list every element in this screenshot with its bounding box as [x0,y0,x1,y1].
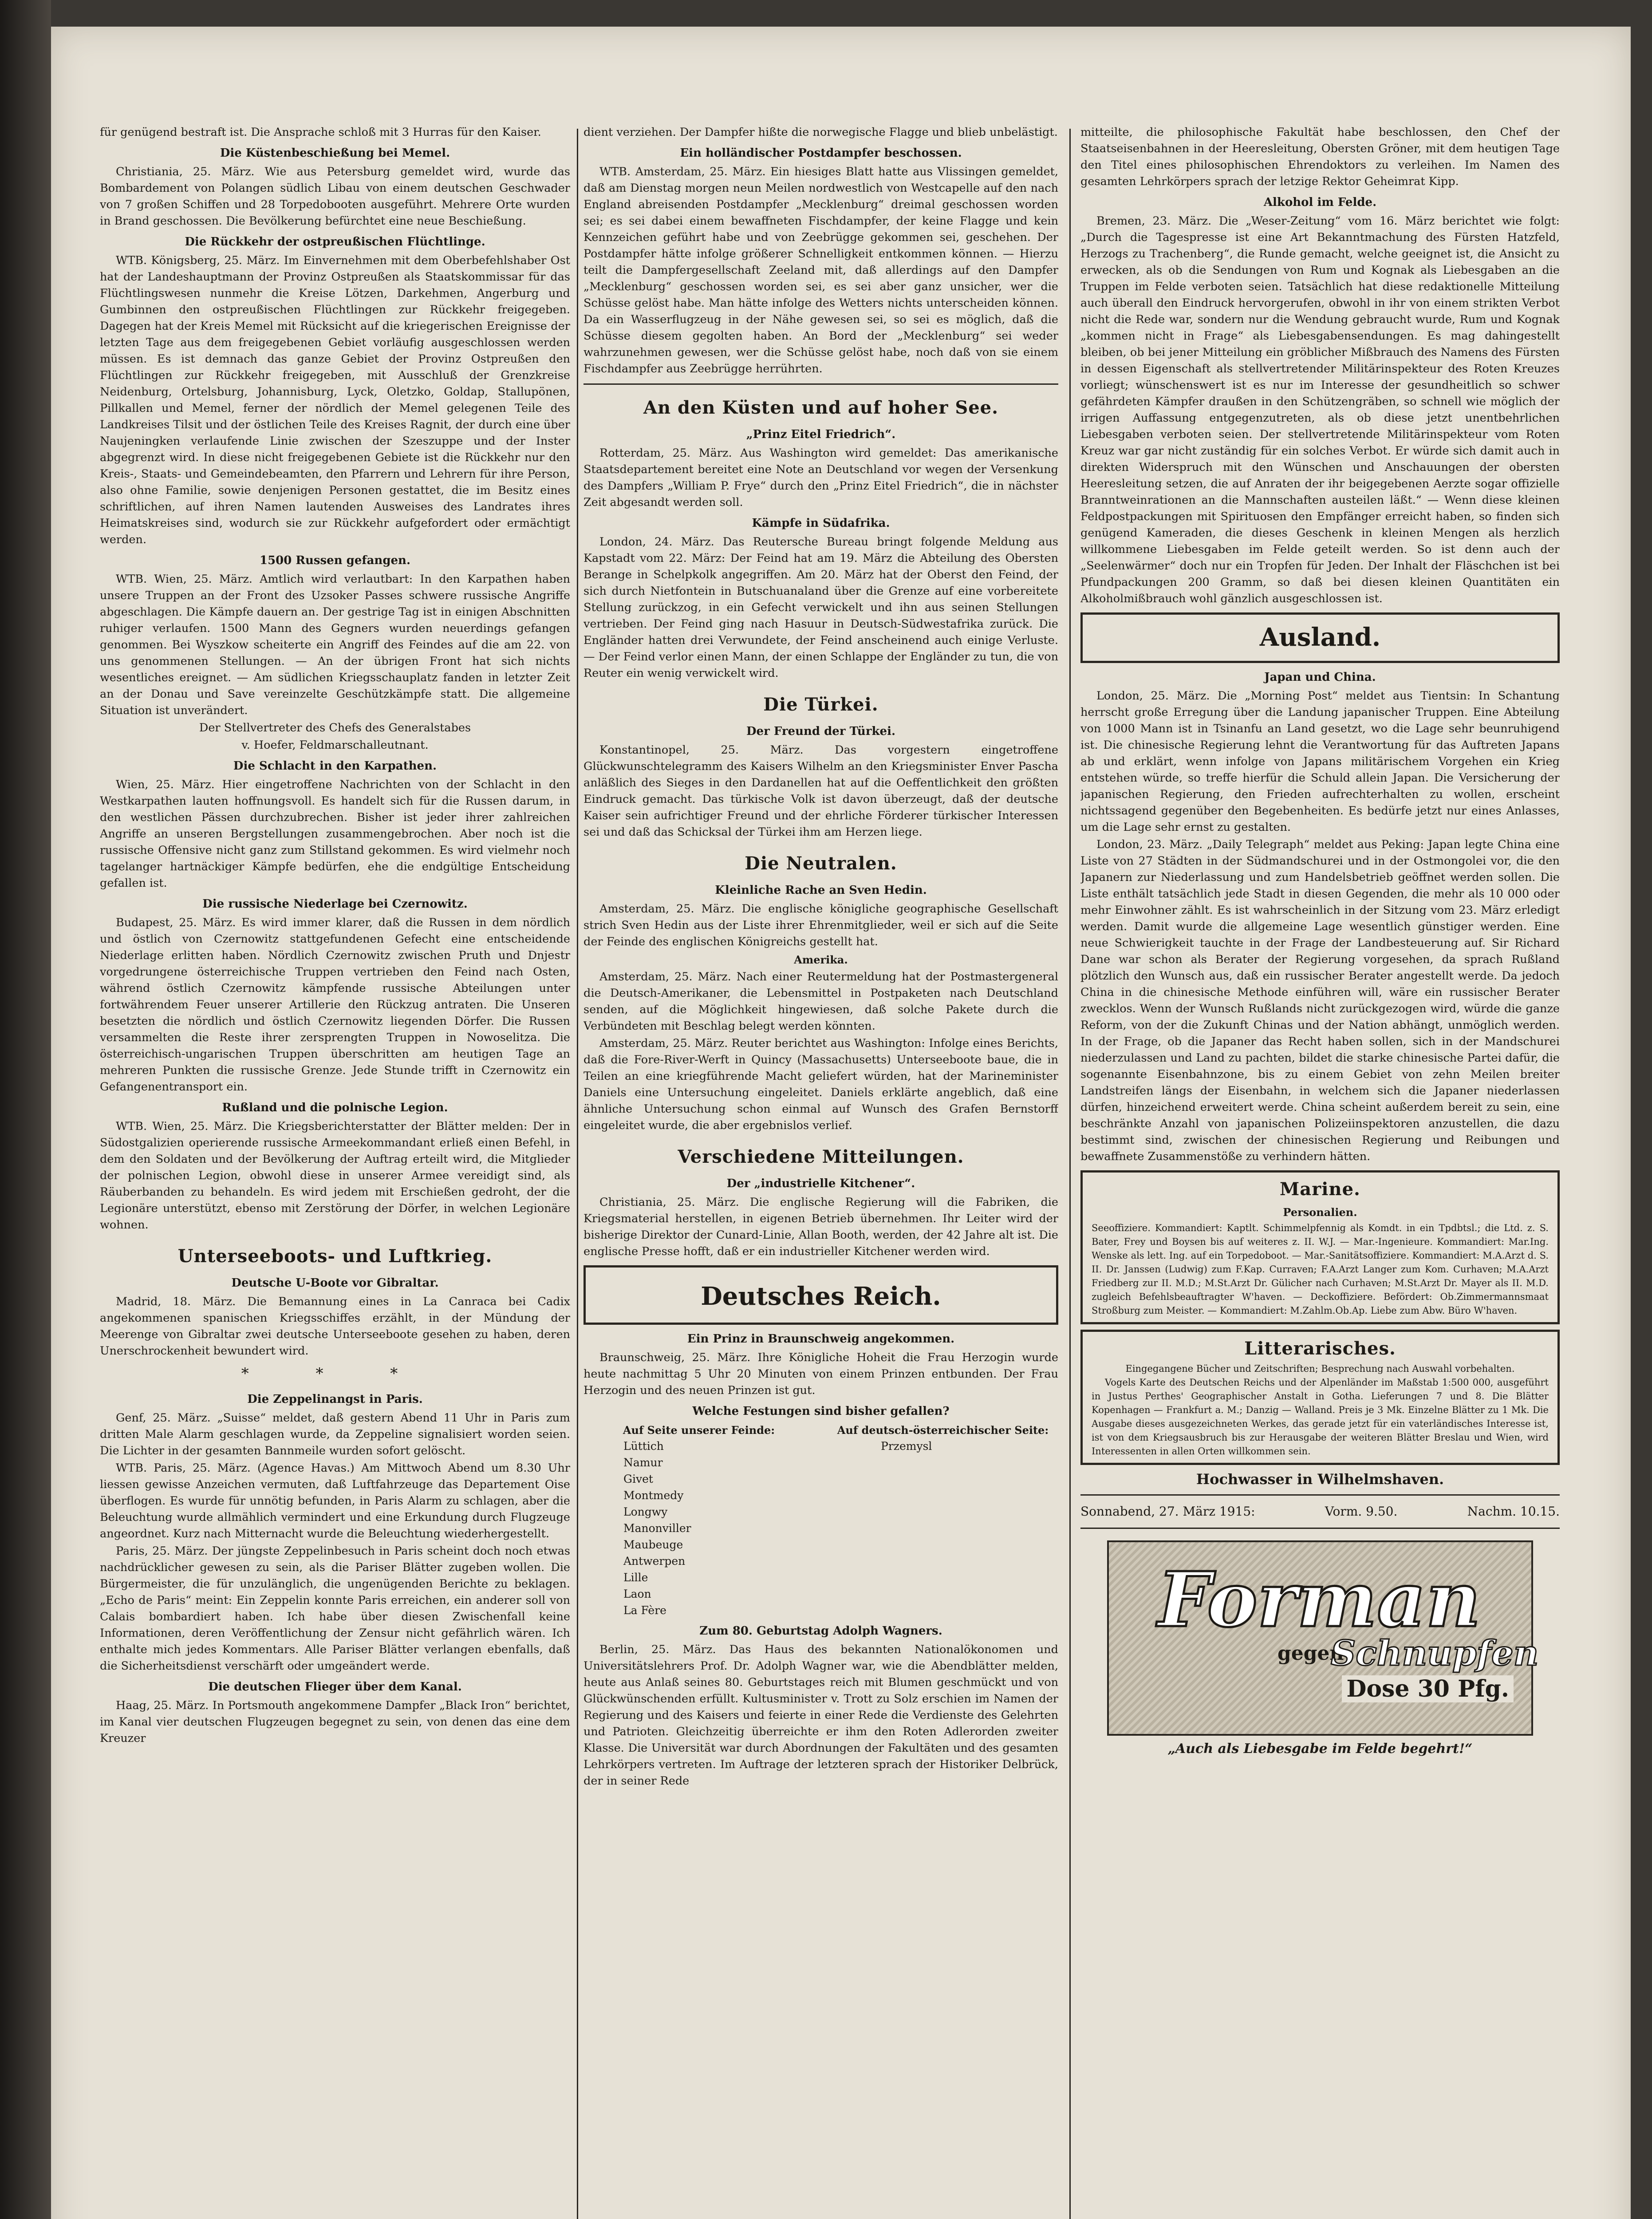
list-item: Lüttich [623,1440,664,1453]
article-heading: Ein Prinz in Braunschweig angekommen. [687,1332,955,1346]
ad-text: Schnupfen [1331,1633,1539,1674]
section-box [584,1265,1058,1325]
article-text: WTB. Paris, 25. März. (Agence Havas.) Am Mittwoch Abend um 8.30 Uhr liessen gewisse Anzeichen vermuten, daß Luftfahrzeuge das Departement Oise überflogen. Es wurde für unnötig befunden, in Paris Alarm zu schlagen, aber die Beleuchtung wurde allmählich vermindert und eine Erkundung durch Flugzeuge angeordnet. Kurz nach Mitternacht wurde die Beleuchtung wiederhergestellt. [100,1461,570,1540]
article-text: für genügend bestraft ist. Die Ansprache schloß mit 3 Hurras für den Kaiser. [100,126,541,139]
column-rule [1069,129,1071,2219]
article-text: Vogels Karte des Deutschen Reichs und der Alpenländer im Maßstab 1:500 000, ausgeführt in Justus Perthes' Geographischer Anstalt in Gotha. Lieferungen 7 und 8. Die Blätter Kopenhagen — Frankfurt a. M.; Danzig — Walland. Preis je 3 Mk. Einzelne Blätter zu 1 Mk. Die Ausgabe dieses ausgezeichneten Werkes, das gerade jetzt für ein vaterländisches Interesse ist, ist von dem Kriegsausbruch bis zur Herausgabe der weiteren Blätter Breslau und Wien, wird Interessenten in allen Orten willkommen sein. [1092,1377,1549,1457]
article-heading: Der Freund der Türkei. [746,725,896,738]
list-item: Maubeuge [623,1538,683,1551]
literature-box [1080,1330,1560,1465]
tide-date: Sonnabend, 27. März 1915: [1080,1504,1255,1519]
article-subtitle: Eingegangene Bücher und Zeitschriften; Besprechung nach Auswahl vorbehalten. [1125,1363,1515,1374]
article-text: dient verziehen. Der Dampfer hißte die norwegische Flagge und blieb unbelästigt. [584,126,1058,139]
ad-caption: „Auch als Liebesgabe im Felde begehrt!“ [1167,1741,1473,1757]
article-heading: Zum 80. Geburtstag Adolph Wagners. [699,1624,942,1638]
article-text: Amsterdam, 25. März. Nach einer Reutermeldung hat der Postmastergeneral die Deutsch-Amerikaner, die Lebensmittel in Postpaketen nach Deutschland senden, auf die Möglichkeit hingewiesen, daß solche Pakete durch die Verbündeten mit Beschlag belegt werden könnten. [584,970,1058,1033]
article-heading: 1500 Russen gefangen. [259,554,411,567]
article-heading: Hochwasser in Wilhelmshaven. [1196,1471,1444,1488]
article-text: Konstantinopel, 25. März. Das vorgestern eingetroffene Glückwunschtelegramm des Kaisers Wilhelm an den Kriegsminister Enver Pascha anläßlich des Sieges in den Dardanellen hat auf die Oeffentlichkeit den größten Eindruck gemacht. Das türkische Volk ist davon überzeugt, daß der deutsche Kaiser sein aufrichtiger Freund und der ehrliche Förderer türkischer Interessen sei und daß das Schicksal der Türkei ihm am Herzen liege. [584,743,1058,839]
section-heading: Die Türkei. [763,694,879,715]
rule [1080,1494,1560,1496]
section-heading: Marine. [1280,1179,1360,1200]
article-heading: Rußland und die polnische Legion. [222,1101,448,1114]
forman-advertisement [1107,1540,1539,1736]
article-heading: Kleinliche Rache an Sven Hedin. [715,884,927,897]
article-text: mitteilte, die philosophische Fakultät habe beschlossen, den Chef der Staatseisenbahnen in der Heeresleitung, Obersten Gröner, mit dem heutigen Tage den Titel eines philosophischen Ehrendoktors zu verleihen. Im Namen des gesamten Lehrkörpers sprach der letzige Rektor Geheimrat Kipp. [1080,126,1560,188]
list-item: Montmedy [623,1489,684,1502]
fortress-table [584,1423,1058,1619]
article-text: WTB. Königsberg, 25. März. Im Einvernehmen mit dem Oberbefehlshaber Ost hat der Landeshauptmann der Provinz Ostpreußen als Staatskommissar für das Flüchtlingswesen nunmehr die Kreise Lötzen, Darkehmen, Angerburg und Gumbinnen den ostpreußischen Flüchtlingen zur Rückkehr freigegeben. Dagegen hat der Kreis Memel mit Rücksicht auf die kriegerischen Ereignisse der letzten Tage aus dem freigegebenen Gebiet vorläufig ausgeschlossen werden müssen. Es ist demnach das ganze Gebiet der Provinz Ostpreußen den Flüchtlingen zur Rückkehr freigegeben, mit Ausschluß der Grenzkreise Neidenburg, Ortelsburg, Johannisburg, Lyck, Oletzko, Goldap, Stallupönen, Pillkallen und Memel, ferner der nördlich der Memel gelegenen Teile des Landkreises Tilsit und der östlichen Teile des Kreises Ragnit, der durch eine über Naujeningken verlaufende Linie zwischen der Szeszuppe und der Inster abgegrenzt wird. In diese nicht freigegebenen Gebiete ist die Rückkehr nur den Kreis-, Staats- und Gemeindebeamten, den Pfarrern und Lehrern für ihre Person, also ohne Familie, sowie denjenigen Personen gestattet, die im Besitz eines schriftlichen, auf ihren Namen lautenden Ausweises des Landrates ihres Heimatskreises sind, wodurch sie zur Rückkehr aufgefordert oder ermächtigt werden. [100,254,570,546]
fortress-list-enemy [584,1438,814,1619]
list-item: Antwerpen [623,1555,686,1568]
article-text: Rotterdam, 25. März. Aus Washington wird gemeldet: Das amerikanische Staatsdepartement bereitet eine Note an Deutschland vor wegen der Versenkung des Dampfers „William P. Frye“ durch den „Prinz Eitel Friedrich“, die in nächster Zeit abgesandt werden soll. [584,446,1058,509]
article-heading: Welche Festungen sind bisher gefallen? [692,1405,950,1418]
article-text: Christiania, 25. März. Wie aus Petersburg gemeldet wird, wurde das Bombardement von Polangen südlich Libau von einem deutschen Geschwader von 7 großen Schiffen und 28 Torpedobooten ausgeführt. Mehrere Orte wurden in Brand geschossen. Die Bevölkerung befürchtet eine neue Beschießung. [100,165,570,228]
column-right [1080,124,1560,2219]
column-middle [584,124,1058,2219]
article-heading: Alkohol im Felde. [1263,196,1377,209]
binding-gutter [0,0,51,2219]
article-heading: Personalien. [1283,1206,1357,1219]
article-text: London, 25. März. Die „Morning Post“ meldet aus Tientsin: In Schantung herrscht große Erregung über die Landung japanischer Truppen. Eine Abteilung von 1000 Mann ist in Tsinanfu an Land gesetzt, wo die Lage sehr beunruhigend ist. Die chinesische Regierung lehnt die Verantwortung für das Auftreten Japans ab und erklärt, wenn infolge von Japans militärischem Vorgehen ein Krieg entstehen würde, so treffe hierfür die Schuld allein Japan. Die Versicherung der japanischen Regierung, den Frieden aufrechterhalten zu wollen, erscheint nichtssagend gegenüber den Begebenheiten. Es bedürfe jetzt nur eines Anlasses, um die Lage sehr ernst zu gestalten. [1080,689,1560,834]
article-heading: Ein holländischer Postdampfer beschossen. [680,146,962,160]
newspaper-page [51,27,1631,2219]
section-heading: An den Küsten und auf hoher See. [643,397,999,418]
separator-stars: * * * [241,1365,429,1382]
list-item: Longwy [623,1505,668,1518]
article-heading: Die deutschen Flieger über dem Kanal. [208,1680,462,1694]
article-text: Braunschweig, 25. März. Ihre Königliche Hoheit die Frau Herzogin wurde heute nachmittag 5 Uhr 20 Minuten von einem Prinzen entbunden. Der Frau Herzogin und des neuen Prinzen ist gut. [584,1351,1058,1397]
list-item: Przemysl [881,1440,932,1453]
rule [584,383,1058,385]
tide-evening: Nachm. 10.15. [1467,1504,1560,1519]
tide-morning: Vorm. 9.50. [1325,1504,1398,1519]
article-text: London, 23. März. „Daily Telegraph“ meldet aus Peking: Japan legte China eine Liste von 27 Städten in der Südmandschurei und in der Ostmongolei vor, die den Japanern zur Niederlassung und zum Handelsbetrieb geöffnet werden sollen. Die Liste enthält tatsächlich jede Stadt in diesen Gegenden, die mehr als 10 000 oder mehr Einwohner zählt. Es ist wahrscheinlich in der Sitzung vom 23. März erledigt werden. Damit wurde die allgemeine Lage wesentlich günstiger werden. Eine neue Schwierigkeit tauchte in der Frage der Landbesteuerung auf. Sir Richard Dane war schon als Berater der Regierung vorgesehen, da sprach Rußland plötzlich den Wunsch aus, daß ein russischer Berater angestellt werde. Da jedoch China in die chinesische Methode einführen will, wäre ein russischer Berater zwecklos. Wenn der Wunsch Rußlands nicht zurückgezogen wird, würde die ganze Reform, von der die Zukunft Chinas und der Nation abhängt, unmöglich werden. In der Frage, ob die Japaner das Recht haben sollen, sich in der Mandschurei niederzulassen und Land zu pachten, bildet die starke chinesische Partei dafür, die sogenannte Eisenbahnzone, bis zu einem Gebiet von zehn Meilen breiter Landstreifen längs der Eisenbahn, in welchem sich die Japaner niederlassen dürfen, hinzeichend erweitert werde. China scheint außerdem bereit zu sein, eine beschränkte Anzahl von japanischen Polizeiinspektoren anzustellen, die dazu bestimmt sind, zwischen der chinesischen Regierung und Reibungen und bewaffnete Zusammenstöße zu verhindern hätten. [1080,838,1560,1163]
ad-price: Dose 30 Pfg. [1342,1675,1514,1702]
article-text: Amsterdam, 25. März. Die englische königliche geographische Gesellschaft strich Sven Hedin aus der Liste ihrer Ehrenmitglieder, weil er sich auf die Seite der Feinde des englischen Königreichs gestellt hat. [584,902,1058,948]
article-text: WTB. Amsterdam, 25. März. Ein hiesiges Blatt hatte aus Vlissingen gemeldet, daß am Dienstag morgen neun Meilen nordwestlich von Westcapelle auf den nach England abreisenden Postdampfer „Mecklenburg“ dreimal geschossen worden sei; es sei dabei einem bewaffneten Fischdampfer, der keine Flagge und kein Kennzeichen geführt habe und von Zeebrügge gekommen sei, geschehen. Der Postdampfer hätte infolge größerer Schnelligkeit entkommen können. — Hierzu teilt die Dampfergesellschaft Zeeland mit, daß allerdings auf den Dampfer „Mecklenburg“ geschossen worden sei, es sei aber ganz unsicher, wer die Schüsse gelöst habe. Man hätte infolge des Wetters nichts unterscheiden können. Da ein Wasserflugzeug in der Nähe gewesen sei, so sei es möglich, daß die Schüsse diesem gegolten haben. An Bord der „Mecklenburg“ sei weder wahrzunehmen gewesen, wer die Schüsse gelöst habe, noch daß von sie einem Fischdampfer aus Zeebrügge herrührten. [584,165,1058,375]
article-text: WTB. Wien, 25. März. Die Kriegsberichterstatter der Blätter melden: Der in Südostgalizien operierende russische Armeekommandant erließ einen Befehl, in dem den Soldaten und der Bevölkerung der Auftrag erteilt wird, die Mitglieder der polnischen Legion, obwohl diese in unserer Armee vereidigt sind, als Räuberbanden zu behandeln. Es wird jedem mit Erschießen gedroht, der die Legionäre unterstützt, ebenso mit Zerstörung der Dörfer, in welchen Legionäre wohnen. [100,1120,570,1232]
article-heading: Die Zeppelinangst in Paris. [247,1393,423,1406]
article-heading: Die Rückkehr der ostpreußischen Flüchtlinge. [185,235,485,249]
article-heading: Kämpfe in Südafrika. [752,517,890,530]
article-text: Haag, 25. März. In Portsmouth angekommene Dampfer „Black Iron“ berichtet, im Kanal vier deutschen Flugzeugen begegnet zu sein, von denen das eine dem Kreuzer [100,1699,570,1745]
list-item: Namur [623,1456,663,1469]
article-heading: Amerika. [794,953,848,966]
table-header: Auf Seite unserer Feinde: [623,1424,775,1437]
article-text: London, 24. März. Das Reutersche Bureau bringt folgende Meldung aus Kapstadt vom 22. März: Der Feind hat am 19. März die Abteilung des Obersten Berange in Schelpkolk angegriffen. Am 20. März hat der Oberst den Feind, der sich durch Nietfontein in Butschuanaland über die Grenze auf eine vorbereitete Stellung zurückzog, in ein Gefecht verwickelt und ihn aus seinen Stellungen vertrieben. Der Feind ging nach Hasuur in Deutsch-Südwestafrika zurück. Die Engländer hatten drei Verwundete, der Feind anscheinend auch einige Verluste. — Der Feind verlor einen Mann, der einen Schlappe der Engländer zu tun, die von Reuter ein wenig verwickelt wird. [584,535,1058,680]
section-heading: Ausland. [1259,623,1381,652]
section-heading: Litterarisches. [1244,1338,1396,1359]
article-heading: Die Schlacht in den Karpathen. [233,759,437,773]
list-item: Givet [623,1473,653,1485]
signature-line: v. Hoefer, Feldmarschalleutnant. [241,738,429,752]
ad-text: gegen [1277,1642,1344,1665]
article-text: Christiania, 25. März. Die englische Regierung will die Fabriken, die Kriegsmaterial herstellen, in eigenen Betrieb übernehmen. Ihr Leiter wird der bisherige Direktor der Cunard-Linie, Allan Booth, werden, der 42 Jahre alt ist. Die englische Presse hofft, daß er ein industrieller Kitchener werden wird. [584,1196,1058,1258]
table-header: Auf deutsch-österreichischer Seite: [837,1424,1049,1437]
article-text: Seeoffiziere. Kommandiert: Kaptlt. Schimmelpfennig als Komdt. in ein Tpdbtsl.; die Ltd. z. S. Bater, Frey und Boysen bis auf weiteres z. II. W.J. — Mar.-Ingenieure. Kommandiert: Mar.Ing. Wenske als lett. Ing. auf ein Torpedoboot. — Mar.-Sanitätsoffiziere. Kommandiert: M.A.Arzt d. S. II. Dr. Janssen (Ludwig) zum F.Kap. Curraven; F.A.Arzt Langer zum Kom. Curhaven; M.A.Arzt Friedberg zur II. M.D.; M.St.Arzt Dr. Gülicher nach Curhaven; M.St.Arzt Dr. Mayer als II. M.D. zugleich Befehlsbeauftragter W'haven. — Deckoffiziere. Befördert: Ob.Zimmermannsmaat Stroßburg zum Meister. — Kommandiert: M.Zahlm.Ob.Ap. Liebe zum Abw. Büro W'haven. [1092,1223,1549,1316]
rule [1080,1528,1560,1529]
article-heading: Die russische Niederlage bei Czernowitz. [202,897,468,911]
article-heading: Die Küstenbeschießung bei Memel. [220,146,450,160]
article-text: Genf, 25. März. „Suisse“ meldet, daß gestern Abend 11 Uhr in Paris zum dritten Male Alarm geschlagen wurde, da Zeppeline signalisiert worden seien. Die Lichter in der gesamten Bannmeile wurden sofort gelöscht. [100,1411,570,1457]
article-text: Paris, 25. März. Der jüngste Zeppelinbesuch in Paris scheint doch noch etwas nachdrücklicher gewesen zu sein, als die Pariser Blätter zugeben wollen. Die Bürgermeister, die für unzulänglich, die ungenügenden Berichte zu beklagen. „Echo de Paris“ meint: Ein Zeppelin konnte Paris erreichen, ein anderer soll von Calais bombardiert haben. Ich habe über diesen Zwischenfall keine Informationen, deren Veröffentlichung der Zensur nicht gefährlich wären. Ich enthalte mich jedes Kommentars. Alle Pariser Blätter verlangen ebenfalls, daß die Sicherheitsdienst verschärft oder umgeändert werde. [100,1544,570,1673]
section-heading: Unterseeboots- und Luftkrieg. [177,1246,493,1267]
article-text: Budapest, 25. März. Es wird immer klarer, daß die Russen in dem nördlich und östlich von Czernowitz stattgefundenen Gefecht eine entscheidende Niederlage erlitten haben. Nördlich Czernowitz zwischen Pruth und Dnjestr vorgedrungene österreichische Truppen vertrieben den Feind nach Osten, während östlich Czernowitz kämpfende russische Abteilungen unter fortwährendem Feuer unserer Artillerie den Rückzug antraten. Die Unseren besetzten die nördlich und östlich Czernowitz liegenden Dörfer. Die Russen versammelten die Reste ihrer zersprengten Truppen in Nowoselitza. Die österreichisch-ungarischen Truppen überschritten am heutigen Tage an mehreren Punkten die russische Grenze. Jede Stunde trifft in Czernowitz ein Gefangenentransport ein. [100,916,570,1094]
column-rule [577,129,578,2219]
article-text: Bremen, 23. März. Die „Weser-Zeitung“ vom 16. März berichtet wie folgt: „Durch die Tagespresse ist eine Art Bekanntmachung des Fürsten Hatzfeld, Herzogs zu Trachenberg“, die Runde gemacht, welche geeignet ist, die Ansicht zu erwecken, als ob die Sendungen von Rum und Kognak als Liebesgaben an die Truppen im Felde verboten seien. Tatsächlich hat diese redaktionelle Mitteilung auch überall den Eindruck hervorgerufen, obwohl in ihr von einem strikten Verbot nicht die Rede war, sondern nur die Wendung gebraucht wurde, Rum und Kognak „kommen nicht in Frage“ als Liebesgabensendungen. Es mag dahingestellt bleiben, ob bei jener Mitteilung ein gröblicher Mißbrauch des Namens des Fürsten in dessen Eigenschaft als stellvertretender Militärinspekteur des Roten Kreuzes vorliegt; wünschenswert ist es nur im Interesse der gesundheitlich so schwer gefährdeten Kämpfer draußen in den Schützengräben, so schnell wie möglich der irrigen Auffassung entgegenzutreten, als ob diese jetzt unentbehrlichen Liebesgaben verboten seien. Der stellvertretende Militärinspekteur vom Roten Kreuz war gar nicht zuständig für ein solches Verbot. Er würde sich damit auch in direkten Widerspruch mit den Wünschen und Anschauungen der obersten Heeresleitung setzen, die auf Anraten der ihr beigegebenen Aerzte sogar offizielle Branntweinrationen an die Mannschaften austeilen läßt.“ — Wenn diese kleinen Feldpostpackungen mit Spirituosen den Empfänger erreicht haben, so finden sich genügend Kameraden, die dieses Geschenk in kleinen Mengen als herzlich willkommene Liebesgaben im Felde geteilt werden. So ist denn auch der „Seelenwärmer“ doch nur ein Tropfen für Jeden. Der Inhalt der Fläschchen ist bei Pfundpackungen 200 Gramm, so daß bei diesen kleinen Quantitäten ein Alkoholmißbrauch wohl gänzlich ausgeschlossen ist. [1080,214,1560,605]
tide-times [1080,1502,1560,1521]
article-text: Madrid, 18. März. Die Bemannung eines in La Canraca bei Cadix angekommenen spanischen Kriegsschiffes erzählt, in der Mündung der Meerenge von Gibraltar zwei deutsche Unterseeboote gesehen zu haben, deren Unerschrockenheit bewundert wird. [100,1295,570,1358]
article-text: Amsterdam, 25. März. Reuter berichtet aus Washington: Infolge eines Berichts, daß die Fore-River-Werft in Quincy (Massachusetts) Unterseeboote baue, die in Teilen an eine kriegführende Macht geliefert würden, hat der Marineminister Daniels eine Untersuchung eingeleitet. Daniels erklärte angeblich, daß eine ähnliche Untersuchung schon einmal auf Wunsch des Grafen Bernstorff eingeleitet wurde, die aber ergebnislos verlief. [584,1037,1058,1132]
ad-brand: Forman [1158,1556,1481,1644]
section-heading: Die Neutralen. [745,853,897,874]
section-box [1080,612,1560,663]
list-item: Lille [623,1571,648,1584]
article-text: WTB. Wien, 25. März. Amtlich wird verlautbart: In den Karpathen haben unsere Truppen an der Front des Uzsoker Passes schwere russische Angriffe abgeschlagen. Die Kämpfe dauern an. Der gestrige Tag ist in einigen Abschnitten ruhiger verlaufen. 1500 Mann des Gegners wurden neuerdings gefangen genommen. Bei Wyszkow scheiterte ein Angriff des Feindes auf die am 22. von uns genommenen Stellungen. — An der übrigen Front hat sich nichts wesentliches ereignet. — Am südlichen Kriegsschauplatz fanden in letzter Zeit an der Donau und Save vereinzelte Geschützkämpfe statt. Die allgemeine Situation ist unverändert. [100,573,570,717]
column-left [100,124,570,2219]
marine-box [1080,1170,1560,1324]
article-heading: Deutsche U-Boote vor Gibraltar. [231,1276,439,1290]
list-item: Laon [623,1587,651,1600]
article-text: Wien, 25. März. Hier eingetroffene Nachrichten von der Schlacht in den Westkarpathen lauten hoffnungsvoll. Es handelt sich für die Russen darum, in den westlichen Pässen durchzubrechen. Bisher ist jeder ihrer zahlreichen Angriffe an unseren Bergstellungen zusammengebrochen. Aber noch ist die russische Offensive nicht ganz zum Stillstand gekommen. Es wird vielmehr noch tagelanger hartnäckiger Kämpfe bedürfen, ehe die endgültige Entscheidung gefallen ist. [100,778,570,890]
list-item: Manonviller [623,1522,691,1535]
article-heading: Japan und China. [1264,671,1376,684]
signature-line: Der Stellvertreter des Chefs des Generalstabes [199,721,471,734]
article-heading: Der „industrielle Kitchener“. [726,1177,915,1190]
article-heading: „Prinz Eitel Friedrich“. [746,428,896,441]
list-item: La Fère [623,1604,666,1617]
section-heading: Deutsches Reich. [701,1282,941,1311]
article-text: Berlin, 25. März. Das Haus des bekannten Nationalökonomen und Universitätslehrers Prof. Dr. Adolph Wagner war, wie die Abendblätter melden, heute aus Anlaß seines 80. Geburtstages reich mit Blumen geschmückt und von Glückwünschenden erfüllt. Kultusminister v. Trott zu Solz erschien im Namen der Regierung und des Kaisers und feierte in einer Rede die Verdienste des Gelehrten und Patrioten. Gleichzeitig überreichte er ihm den Roten Adlerorden zweiter Klasse. Die Universität war durch Abordnungen der Fakultäten und des gesamten Lehrkörpers vertreten. Im Auftrage der letzteren sprach der Historiker Delbrück, der in seiner Rede [584,1643,1058,1788]
fortress-list-own [828,1438,1058,1619]
section-heading: Verschiedene Mitteilungen. [678,1146,964,1167]
